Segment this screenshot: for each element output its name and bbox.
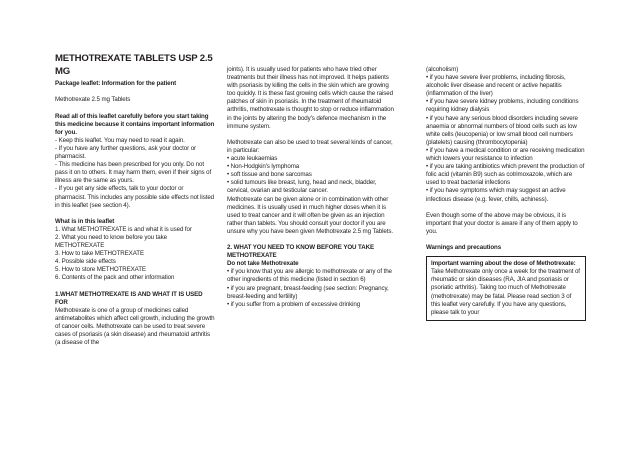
document-title: METHOTREXATE TABLETS USP 2.5 MG	[55, 53, 213, 77]
doctor-awareness-text: Even though some of the above may be obvious, it is important that your doctor is aware if any of them apply to you.	[426, 211, 578, 235]
dose-warning-text: Take Methotrexate only once a week for the treatment of rheumatic or skin diseases (RA, JIA and psoriasis or psoriatic arthritis). Taking too much of Methotrexate (methotrexate) may be fatal. Please read section 3 of this leaflet very carefully. If you have any questions, please talk to your	[431, 268, 580, 316]
contraindication-item: • if you know that you are allergic to methotrexate or any of the other ingredients of this medicine (listed in section 6)	[227, 268, 392, 284]
contraindication-item: • if you have any serious blood disorders including severe anaemia or abnormal numbers of blood cells such as low white cells (leucopenia) or low small blood cell numbers (platelets) causing (thrombocytopenia)	[426, 114, 578, 146]
section-2-heading: 2. WHAT YOU NEED TO KNOW BEFORE YOU TAKE METHOTREXATE	[227, 244, 375, 260]
notice-bullet: - If you have any further questions, ask your doctor or pharmacist.	[55, 144, 197, 161]
cancer-item: • solid tumours like breast, lung, head and neck, bladder, cervical, ovarian and testicular cancer.	[227, 179, 377, 195]
toc-item: 6. Contents of the pack and other information	[55, 274, 175, 282]
product-name: Methotrexate 2.5 mg Tablets	[55, 96, 131, 104]
notice-bullet: - This medicine has been prescribed for you only. Do not pass it on to others. It may harm them, even if their signs of illness are the same as yours.	[55, 161, 212, 185]
dose-warning-box	[426, 256, 586, 321]
toc-item: 4. Possible side effects	[55, 258, 116, 266]
leaflet-heading: Package leaflet: Information for the patient	[55, 80, 177, 88]
do-not-take-heading: Do not take Methotrexate	[227, 260, 299, 268]
contraindication-item: • if you have symptoms which may suggest an active infectious disease (e.g. fever, chills, achiness).	[426, 187, 566, 203]
notice-bullet: - Keep this leaflet. You may need to read it again.	[55, 136, 185, 144]
toc-item: 3. How to take METHOTREXATE	[55, 250, 144, 258]
contraindication-item: • if you are taking antibiotics which prevent the production of folic acid (vitamin B9) such as cotrimoxazole, which are used to treat bacterial infections	[426, 163, 585, 187]
toc-item: 1. What METHOTREXATE is and what it is used for	[55, 225, 192, 233]
section-1-heading: 1.WHAT METHOTREXATE IS AND WHAT IT IS USED FOR	[55, 290, 203, 306]
contraindication-item: (alcoholism)	[426, 66, 459, 73]
toc-heading: What is in this leaflet	[55, 217, 115, 225]
contraindication-item: • if you have severe kidney problems, including conditions requiring kidney dialysis	[426, 98, 579, 114]
contraindication-item: • if you have severe liver problems, including fibrosis, alcoholic liver disease and recent or active hepatitis (inflammation of the liver)	[426, 74, 566, 98]
section-1-continued: joints). It is usually used for patients who have tried other treatments but their illness has not improved. It helps patients with psoriasis by killing the cells in the skin which are growing too quickly. It is these fast growing cells which cause the raised patches of skin in psoriasis. In the treatment of rheumatoid arthritis, methotrexate is thought to stop or reduce inflammation in the joints by altering the body's defence mechanism in the immune system.	[227, 66, 394, 130]
cancer-intro: Methotrexate can also be used to treat several kinds of cancer, in particular:	[227, 138, 393, 154]
dose-warning-heading: Important warning about the dose of Methotrexate:	[431, 260, 576, 268]
toc-item: 2. What you need to know before you take METHOTREXATE	[55, 233, 167, 250]
combination-text: Methotrexate can be given alone or in combination with other medicines. It is usually used in much higher doses when it is used to treat cancer and it will often be given as an injection rather than tablets. You should consult your doctor if you are unsure why you have been given Methotrexate 2.5 mg Tablets.	[227, 195, 393, 235]
contraindication-item: • if you are pregnant, breast-feeding (see section: Pregnancy, breast-feeding and fertility)	[227, 284, 389, 300]
column-3	[426, 66, 586, 321]
notice-bullet: - If you get any side effects, talk to your doctor or pharmacist. This includes any possible side effects not listed in this leaflet (see section 4).	[55, 185, 215, 209]
column-1	[55, 53, 215, 347]
cancer-item: • acute leukaemias	[227, 155, 278, 163]
section-1-text: Methotrexate is one of a group of medicines called antimetabolites which affect cell growth, including the growth of cancer cells. Methotrexate can be used to treat severe cases of psoriasis (a skin disease) and rheumatoid arthritis (a disease of the	[55, 306, 215, 347]
read-all-notice: Read all of this leaflet carefully before you start taking this medicine because it contains important information for you.	[55, 112, 215, 136]
toc-item: 5. How to store METHOTREXATE	[55, 266, 146, 274]
cancer-item: • soft tissue and bone sarcomas	[227, 171, 312, 179]
cancer-item: • Non-Hodgkin's lymphoma	[227, 163, 300, 171]
warnings-heading: Warnings and precautions	[426, 244, 502, 252]
column-2	[227, 66, 394, 309]
contraindication-item: • if you have a medical condition or are receiving medication which lowers your resistance to infection	[426, 146, 585, 163]
contraindication-item: • if you suffer from a problem of excessive drinking	[227, 300, 361, 308]
